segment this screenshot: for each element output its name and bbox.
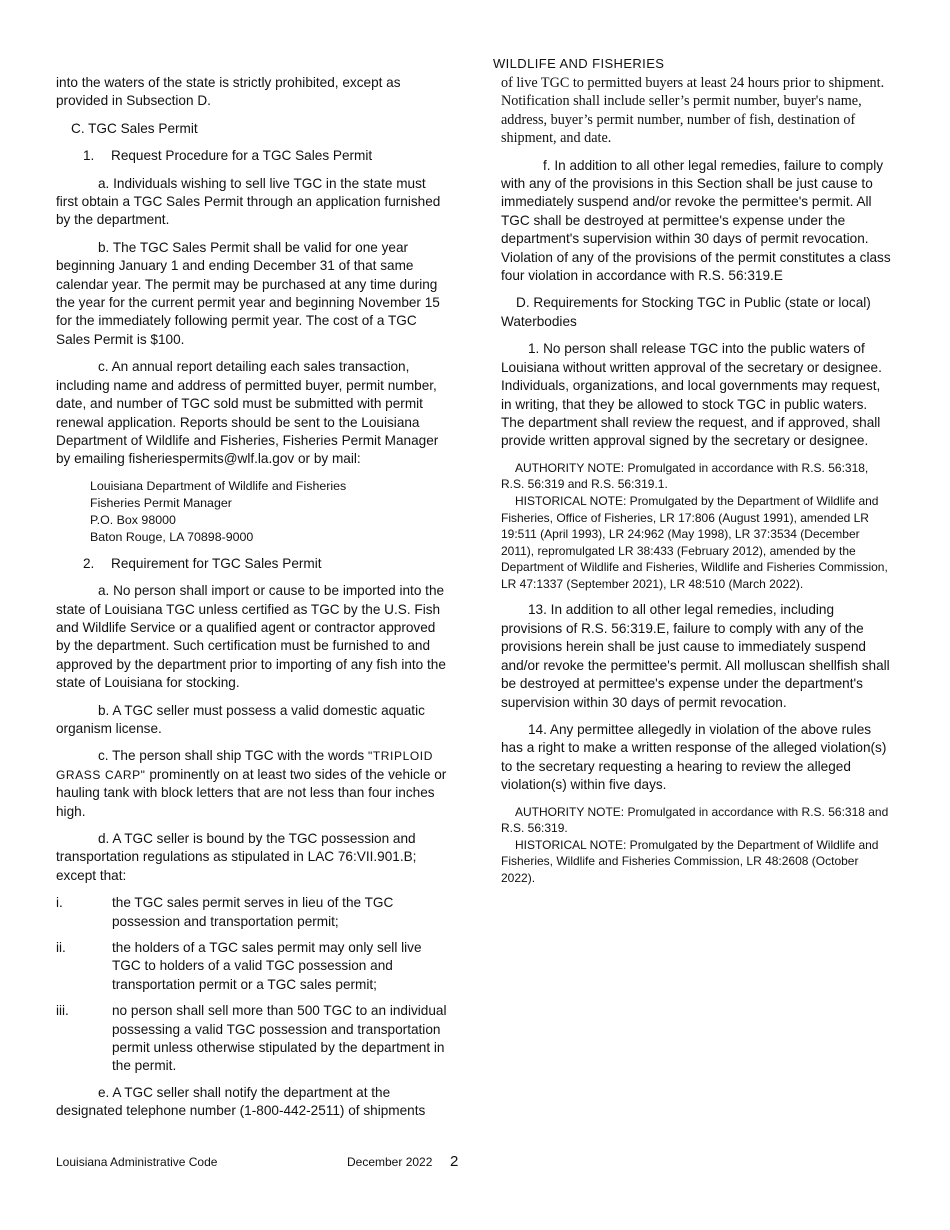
item-number: 2. bbox=[83, 555, 95, 571]
paragraph-2e: e. A TGC seller shall notify the department at the designated telephone number (1-800-442-2511) of shipments bbox=[56, 1084, 426, 1119]
address-line: P.O. Box 98000 bbox=[90, 512, 176, 527]
paragraph-1b: b. The TGC Sales Permit shall be valid for one year beginning January 1 and ending December 31 of that same calendar year. The permit may be purchased at any time during the year for the current permit year and beginning November 15 for the immediately following permit year. The cost of a TGC Sales Permit is $100. bbox=[56, 239, 440, 347]
subsection-heading-c: C. TGC Sales Permit bbox=[71, 120, 198, 136]
roman-item bbox=[56, 894, 451, 931]
authority-note: AUTHORITY NOTE: Promulgated in accordance with R.S. 56:318, R.S. 56:319 and R.S. 56:319.1. bbox=[501, 460, 869, 492]
paragraph-14: 14. Any permittee allegedly in violation of the above rules has a right to make a written response of the alleged violation(s) to the secretary requesting a hearing to review the alleged violation(s) within five days. bbox=[501, 721, 887, 793]
roman-number: iii. bbox=[56, 1003, 69, 1019]
roman-text: the holders of a TGC sales permit may only sell live TGC to holders of a valid TGC possession and transportation permit or a TGC sales permit; bbox=[112, 940, 422, 992]
text: prominently on at least two sides of the vehicle or hauling tank with block letters that are not less than four inches high. bbox=[56, 766, 447, 819]
paragraph-2e-continued: of live TGC to permitted buyers at least 24 hours prior to shipment. Notification shall include seller’s permit number, buyer's name, address, buyer’s permit number, number of fish, destination of shipment, and date. bbox=[501, 75, 885, 147]
roman-number: i. bbox=[56, 895, 63, 911]
paragraph-d1: 1. No person shall release TGC into the public waters of Louisiana without written approval of the secretary or designee. Individuals, organizations, and local governments may request, in writing, that they be allowed to stock TGC in public waters. The department shall review the request, and if approved, shall provide written approval signed by the secretary or designee. bbox=[501, 341, 882, 449]
address-line: Fisheries Permit Manager bbox=[90, 495, 232, 510]
address-line: Baton Rouge, LA 70898-9000 bbox=[90, 529, 254, 544]
footer-date: December 2022 bbox=[347, 1155, 433, 1169]
right-column bbox=[501, 74, 892, 896]
paragraph-2a: a. No person shall import or cause to be imported into the state of Louisiana TGC unless certified as TGC by the U.S. Fish and Wildlife Service or a qualified agent or contractor approved by the department. Such certification must be furnished to and approved by the department prior to importing of any fish into the state of Louisiana for stocking. bbox=[56, 583, 446, 691]
item-heading-1 bbox=[56, 147, 451, 165]
roman-item bbox=[56, 939, 451, 994]
paragraph: into the waters of the state is strictly prohibited, except as provided in Subsection D. bbox=[56, 75, 401, 109]
paragraph-2d: d. A TGC seller is bound by the TGC possession and transportation regulations as stipulated in LAC 76:VII.901.B; except that: bbox=[56, 831, 417, 883]
paragraph-1c: c. An annual report detailing each sales transaction, including name and address of permitted buyer, permit number, date, and number of TGC sold must be submitted with permit renewal application. Reports should be sent to the Louisiana Department of Wildlife and Fisheries, Fisheries Permit Manager by emailing fisheriespermits@wlf.la.gov or by mail: bbox=[56, 359, 439, 467]
notes-block bbox=[501, 804, 892, 887]
address-line: Louisiana Department of Wildlife and Fisheries bbox=[90, 478, 347, 493]
historical-note: HISTORICAL NOTE: Promulgated by the Department of Wildlife and Fisheries, Office of Fisheries, LR 17:806 (August 1991), amended LR 19:511 (April 1993), LR 24:962 (May 1998), LR 37:3534 (December 2011), repromulgated LR 38:433 (February 2012), amended by the Department of Wildlife and Fisheries, Wildlife and Fisheries Commission, LR 47:1337 (September 2021), LR 48:510 (March 2022). bbox=[501, 493, 888, 591]
paragraph-2f: f. In addition to all other legal remedies, failure to comply with any of the provisions in this Section shall be just cause to immediately suspend and/or revoke the permittee's permit. All TGC shall be destroyed at permittee's expense under the department's supervision within 30 days of permit revocation. Violation of any of the provisions of the permit constitutes a class four violation in accordance with R.S. 56:319.E bbox=[501, 157, 891, 284]
item-title: Request Procedure for a TGC Sales Permit bbox=[111, 148, 373, 164]
item-number: 1. bbox=[83, 148, 95, 164]
subsection-heading-d: D. Requirements for Stocking TGC in Public (state or local) Waterbodies bbox=[501, 295, 871, 329]
item-title: Requirement for TGC Sales Permit bbox=[111, 555, 322, 571]
section-header: WILDLIFE AND FISHERIES bbox=[493, 56, 665, 71]
historical-note: HISTORICAL NOTE: Promulgated by the Department of Wildlife and Fisheries, Wildlife and Fisheries Commission, LR 48:2608 (October 2022). bbox=[501, 837, 879, 885]
notes-block bbox=[501, 460, 892, 593]
roman-item bbox=[56, 1002, 451, 1076]
item-heading-2 bbox=[56, 555, 451, 573]
roman-text: no person shall sell more than 500 TGC to an individual possessing a valid TGC possession and transportation permit unless otherwise stipulated by the department in the permit. bbox=[112, 1003, 447, 1074]
roman-number: ii. bbox=[56, 940, 66, 956]
paragraph-1a: a. Individuals wishing to sell live TGC in the state must first obtain a TGC Sales Permit through an application furnished by the department. bbox=[56, 175, 441, 228]
mailing-address bbox=[56, 478, 451, 546]
authority-note: AUTHORITY NOTE: Promulgated in accordance with R.S. 56:318 and R.S. 56:319. bbox=[501, 804, 889, 836]
text: c. The person shall ship TGC with the words bbox=[98, 748, 368, 764]
footer-code: Louisiana Administrative Code bbox=[56, 1155, 218, 1169]
paragraph-2c bbox=[56, 747, 451, 821]
left-column bbox=[56, 74, 451, 1130]
page-number: 2 bbox=[450, 1153, 459, 1170]
paragraph-2b: b. A TGC seller must possess a valid domestic aquatic organism license. bbox=[56, 702, 425, 736]
paragraph-13: 13. In addition to all other legal remedies, including provisions of R.S. 56:319.E, failure to comply with any of the provisions herein shall be just cause to immediately suspend and/or revoke the permittee's permit. All molluscan shellfish shall be destroyed at permittee's expense under the department's supervision within 30 days of permit revocation. bbox=[501, 602, 890, 710]
roman-text: the TGC sales permit serves in lieu of the TGC possession and transportation permit; bbox=[112, 895, 394, 929]
triploid-words: "TRIPLOID GRASS CARP" bbox=[56, 749, 433, 782]
